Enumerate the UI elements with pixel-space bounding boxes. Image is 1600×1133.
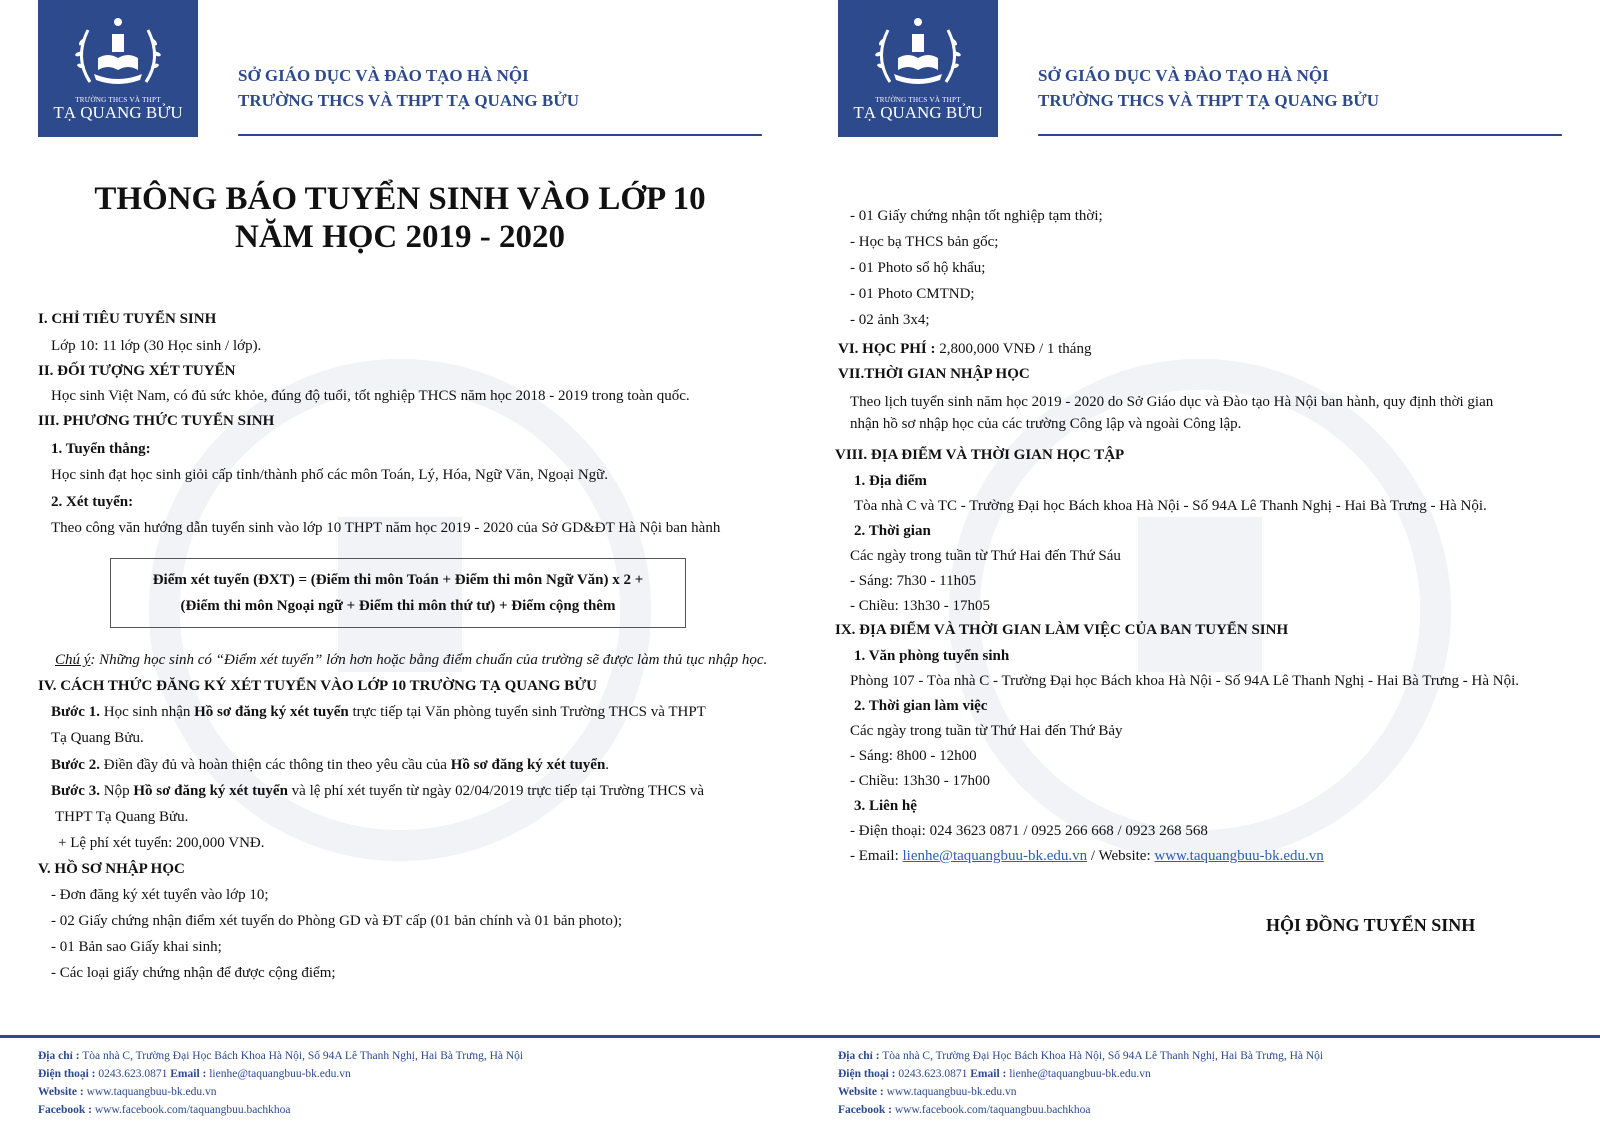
- step-1-text-b: trực tiếp tại Văn phòng tuyển sinh Trường THCS và THPT: [348, 704, 706, 720]
- section-1-text: Lớp 10: 11 lớp (30 Học sinh / lớp).: [51, 338, 262, 354]
- section-6-text: 2,800,000 VNĐ / 1 tháng: [935, 341, 1092, 357]
- note-label: Chú ý: [55, 652, 91, 668]
- section-3-2-text: Theo công văn hướng dẫn tuyển sinh vào lớp 10 THPT năm học 2019 - 2020 của Sở GD&ĐT Hà Nội ban hành: [51, 520, 721, 536]
- footer-address-label: Địa chỉ :: [838, 1050, 880, 1062]
- footer-email-value: lienhe@taquangbuu-bk.edu.vn: [1006, 1068, 1151, 1080]
- section-6-heading: VI. HỌC PHÍ :: [838, 341, 936, 357]
- email-label: - Email:: [850, 848, 903, 864]
- footer-facebook: [38, 1101, 523, 1119]
- step-1-bold: Hồ sơ đăng ký xét tuyển: [194, 704, 349, 720]
- step-2-label: Bước 2.: [51, 757, 100, 773]
- footer-facebook-value: www.facebook.com/taquangbuu.bachkhoa: [891, 1104, 1091, 1116]
- title-line-1: THÔNG BÁO TUYỂN SINH VÀO LỚP 10: [94, 181, 706, 217]
- logo-school-name: TẠ QUANG BỬU: [53, 103, 183, 122]
- section-8-heading: VIII. ĐỊA ĐIỂM VÀ THỜI GIAN HỌC TẬP: [835, 447, 1125, 463]
- formula-line-1: Điểm xét tuyển (ĐXT) = (Điểm thi môn Toán + Điểm thi môn Ngữ Văn) x 2 +: [152, 572, 644, 588]
- footer-website: [38, 1083, 523, 1101]
- contact-phone: - Điện thoại: 024 3623 0871 / 0925 266 668 / 0923 268 568: [850, 823, 1208, 839]
- section-3-heading: III. PHƯƠNG THỨC TUYỂN SINH: [38, 413, 275, 429]
- website-label: / Website:: [1087, 848, 1155, 864]
- section-3-1-text: Học sinh đạt học sinh giỏi cấp tỉnh/thành phố các môn Toán, Lý, Hóa, Ngữ Văn, Ngoại Ngữ.: [51, 467, 609, 483]
- step-2-text-b: .: [605, 757, 610, 773]
- section-9-2-afternoon: - Chiều: 13h30 - 17h00: [850, 773, 990, 789]
- email-link[interactable]: lienhe@taquangbuu-bk.edu.vn: [902, 848, 1088, 864]
- section-2-text: Học sinh Việt Nam, có đủ sức khỏe, đúng độ tuổi, tốt nghiệp THCS năm học 2018 - 2019 trong toàn quốc.: [51, 388, 690, 404]
- section-8-2-heading: 2. Thời gian: [854, 523, 931, 539]
- section-8-1-text: Tòa nhà C và TC - Trường Đại học Bách khoa Hà Nội - Số 94A Lê Thanh Nghị - Hai Bà Trưng - Hà Nội.: [854, 498, 1487, 514]
- section-5-heading: V. HỒ SƠ NHẬP HỌC: [38, 861, 185, 877]
- laurel-book-emblem: [868, 12, 968, 96]
- logo-school-small: TRƯỜNG THCS VÀ THPT: [75, 96, 161, 104]
- step-1: [51, 702, 706, 722]
- doc-item: - 02 ảnh 3x4;: [850, 312, 930, 328]
- section-9-1-heading: 1. Văn phòng tuyển sinh: [854, 648, 1010, 664]
- footer-facebook-value: www.facebook.com/taquangbuu.bachkhoa: [91, 1104, 291, 1116]
- footer-contact: [38, 1065, 523, 1083]
- footer-website-label: Website :: [838, 1086, 884, 1098]
- footer-phone-value: 0243.623.0871: [95, 1068, 171, 1080]
- footer-website-value: www.taquangbuu-bk.edu.vn: [83, 1086, 217, 1098]
- footer-address: [838, 1047, 1323, 1065]
- header-text: [238, 63, 579, 113]
- footer-website: [838, 1083, 1323, 1101]
- section-3-2-heading: 2. Xét tuyển:: [51, 494, 134, 510]
- section-9-2-text: Các ngày trong tuần từ Thứ Hai đến Thứ Bảy: [850, 723, 1123, 739]
- header-rule: [238, 134, 762, 136]
- contact-email-web: [850, 846, 1324, 866]
- footer-email-value: lienhe@taquangbuu-bk.edu.vn: [206, 1068, 351, 1080]
- dept-name: SỞ GIÁO DỤC VÀ ĐÀO TẠO HÀ NỘI: [1038, 66, 1329, 85]
- step-1-text-a: Học sinh nhận: [99, 704, 195, 720]
- doc-item: - Học bạ THCS bản gốc;: [850, 234, 999, 250]
- step-3-text-b: và lệ phí xét tuyển từ ngày 02/04/2019 trực tiếp tại Trường THCS và: [287, 783, 705, 799]
- step-3-text-a: Nộp: [99, 783, 134, 799]
- signature-council: HỘI ĐỒNG TUYỂN SINH: [1266, 915, 1476, 935]
- title-line-2: NĂM HỌC 2019 - 2020: [235, 219, 565, 255]
- footer-phone-label: Điện thoại :: [38, 1068, 96, 1080]
- page-right: [800, 0, 1600, 1133]
- footer-contact: [838, 1065, 1323, 1083]
- footer: [38, 1047, 523, 1119]
- section-2-heading: II. ĐỐI TƯỢNG XÉT TUYỂN: [38, 363, 236, 379]
- formula-line-2: (Điểm thi môn Ngoại ngữ + Điểm thi môn thứ tư) + Điểm cộng thêm: [180, 598, 616, 614]
- footer-rule: [800, 1035, 1600, 1038]
- footer-address-value: Tòa nhà C, Trường Đại Học Bách Khoa Hà Nội, Số 94A Lê Thanh Nghị, Hai Bà Trưng, Hà Nội: [879, 1050, 1324, 1062]
- note: [55, 650, 767, 670]
- footer-address-value: Tòa nhà C, Trường Đại Học Bách Khoa Hà Nội, Số 94A Lê Thanh Nghị, Hai Bà Trưng, Hà Nội: [79, 1050, 524, 1062]
- footer-phone-label: Điện thoại :: [838, 1068, 896, 1080]
- section-8-2-morning: - Sáng: 7h30 - 11h05: [850, 573, 977, 589]
- doc-item: - 01 Giấy chứng nhận tốt nghiệp tạm thời;: [850, 208, 1103, 224]
- logo-school-small: TRƯỜNG THCS VÀ THPT: [875, 96, 961, 104]
- section-9-2-morning: - Sáng: 8h00 - 12h00: [850, 748, 977, 764]
- website-link[interactable]: www.taquangbuu-bk.edu.vn: [1154, 848, 1324, 864]
- school-logo: [38, 0, 198, 137]
- step-3-bold: Hồ sơ đăng ký xét tuyển: [133, 783, 288, 799]
- section-7-heading: VII.THỜI GIAN NHẬP HỌC: [838, 366, 1030, 382]
- footer-facebook: [838, 1101, 1323, 1119]
- logo-school-name: TẠ QUANG BỬU: [853, 103, 983, 122]
- section-4-heading: IV. CÁCH THỨC ĐĂNG KÝ XÉT TUYỂN VÀO LỚP 10 TRƯỜNG TẠ QUANG BỬU: [38, 678, 597, 694]
- step-1-cont: Tạ Quang Bửu.: [51, 730, 144, 746]
- section-8-2-afternoon: - Chiều: 13h30 - 17h05: [850, 598, 990, 614]
- doc-item: - 02 Giấy chứng nhận điểm xét tuyển do Phòng GD và ĐT cấp (01 bản chính và 01 bản photo);: [51, 913, 623, 929]
- step-1-label: Bước 1.: [51, 704, 100, 720]
- section-9-1-text: Phòng 107 - Tòa nhà C - Trường Đại học Bách khoa Hà Nội - Số 94A Lê Thanh Nghị - Hai Bà Trưng - Hà Nội.: [850, 673, 1520, 689]
- page-title: [40, 180, 760, 256]
- dept-name: SỞ GIÁO DỤC VÀ ĐÀO TẠO HÀ NỘI: [238, 66, 529, 85]
- fee-line: + Lệ phí xét tuyển: 200,000 VNĐ.: [58, 835, 265, 851]
- section-1-heading: I. CHỈ TIÊU TUYỂN SINH: [38, 311, 217, 327]
- school-name: TRƯỜNG THCS VÀ THPT TẠ QUANG BỬU: [238, 91, 580, 110]
- doc-item: - 01 Bản sao Giấy khai sinh;: [51, 939, 222, 955]
- step-3: [51, 781, 704, 801]
- footer-address: [38, 1047, 523, 1065]
- formula-box: [110, 558, 686, 628]
- footer-facebook-label: Facebook :: [38, 1104, 92, 1116]
- header-text: [1038, 63, 1379, 113]
- footer-address-label: Địa chỉ :: [38, 1050, 80, 1062]
- step-3-cont: THPT Tạ Quang Bửu.: [55, 809, 189, 825]
- section-7-text-2: nhận hồ sơ nhập học của các trường Công lập và ngoài Công lập.: [850, 416, 1242, 432]
- section-8-1-heading: 1. Địa điểm: [854, 473, 927, 489]
- header-rule: [1038, 134, 1562, 136]
- footer-website-value: www.taquangbuu-bk.edu.vn: [883, 1086, 1017, 1098]
- step-2: [51, 755, 609, 775]
- footer-email-label: Email :: [170, 1068, 207, 1080]
- step-2-bold: Hồ sơ đăng ký xét tuyển: [450, 757, 606, 773]
- footer-website-label: Website :: [38, 1086, 84, 1098]
- laurel-book-emblem: [68, 12, 168, 96]
- step-2-text-a: Điền đầy đủ và hoàn thiện các thông tin theo yêu cầu của: [99, 757, 451, 773]
- footer-facebook-label: Facebook :: [838, 1104, 892, 1116]
- section-9-2-heading: 2. Thời gian làm việc: [854, 698, 988, 714]
- section-8-2-text: Các ngày trong tuần từ Thứ Hai đến Thứ Sáu: [850, 548, 1121, 564]
- doc-item: - 01 Photo CMTND;: [850, 286, 975, 302]
- school-logo: [838, 0, 998, 137]
- footer-phone-value: 0243.623.0871: [895, 1068, 971, 1080]
- note-text: : Những học sinh có “Điểm xét tuyển” lớn hơn hoặc bằng điểm chuẩn của trường sẽ được làm thủ tục nhập học.: [90, 652, 768, 668]
- doc-item: - 01 Photo sổ hộ khẩu;: [850, 260, 986, 276]
- footer: [838, 1047, 1323, 1119]
- section-9-3-heading: 3. Liên hệ: [854, 798, 917, 814]
- step-3-label: Bước 3.: [51, 783, 100, 799]
- doc-item: - Các loại giấy chứng nhận để được cộng điểm;: [51, 965, 336, 981]
- footer-rule: [0, 1035, 800, 1038]
- section-6: [838, 339, 1091, 359]
- section-9-heading: IX. ĐỊA ĐIỂM VÀ THỜI GIAN LÀM VIỆC CỦA BAN TUYỂN SINH: [835, 622, 1289, 638]
- footer-email-label: Email :: [970, 1068, 1007, 1080]
- section-7-text-1: Theo lịch tuyển sinh năm học 2019 - 2020 do Sở Giáo dục và Đào tạo Hà Nội ban hành, quy định thời gian: [850, 394, 1494, 410]
- section-3-1-heading: 1. Tuyển thẳng:: [51, 441, 151, 457]
- doc-item: - Đơn đăng ký xét tuyển vào lớp 10;: [51, 887, 269, 903]
- school-name: TRƯỜNG THCS VÀ THPT TẠ QUANG BỬU: [1038, 91, 1380, 110]
